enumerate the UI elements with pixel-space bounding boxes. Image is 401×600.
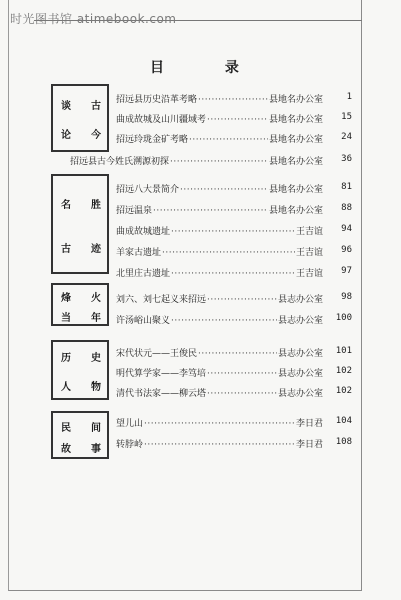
- dot-leader: [207, 115, 268, 125]
- toc-entry: 北里庄古遗址 ····· 王吉谊: [116, 266, 323, 279]
- category-label-bottom: 当 年: [61, 313, 101, 324]
- category-box-2: [51, 174, 109, 274]
- dot-leader: [153, 206, 268, 216]
- category-box-5: [51, 411, 109, 459]
- toc-entry: 宋代状元——王俊民 ····· 县志办公室: [116, 346, 323, 359]
- toc-entry: 招远温泉 ····· 县地名办公室: [116, 203, 323, 216]
- category-box-3: [51, 283, 109, 326]
- toc-entry: 清代书法家——柳云塔 ····· 县志办公室: [116, 386, 323, 399]
- page-number: 88: [341, 203, 352, 213]
- toc-entry: 招远县古今姓氏溯源初探 ····· 县地名办公室: [70, 154, 323, 167]
- toc-entry: 招远县历史沿革考略 ····· 县地名办公室: [116, 92, 323, 105]
- toc-entry: 招远八大景简介 ····· 县地名办公室: [116, 182, 323, 195]
- category-label-top: 谈 古: [61, 101, 101, 112]
- toc-entry: 转脖岭 ····· 李日君: [116, 437, 323, 450]
- page-number: 102: [335, 366, 352, 376]
- category-label-top: 历 史: [61, 353, 101, 364]
- toc-entry: 曲成故城及山川疆域考 ····· 县地名办公室: [116, 112, 323, 125]
- toc-entry: 刘六、刘七起义来招远 ····· 县志办公室: [116, 292, 323, 305]
- category-label-top: 民 间: [61, 423, 101, 434]
- dot-leader: [207, 369, 277, 379]
- page-number: 104: [335, 416, 352, 426]
- toc-entry: 望儿山 ····· 李日君: [116, 416, 323, 429]
- page-number: 97: [341, 266, 352, 276]
- category-box-4: [51, 340, 109, 400]
- dot-leader: [171, 227, 295, 237]
- page-number: 102: [335, 386, 352, 396]
- toc-entry: 曲成故城遗址 ····· 王吉谊: [116, 224, 323, 237]
- page-number: 81: [341, 182, 352, 192]
- category-label-top: 名 胜: [61, 200, 101, 211]
- page-number: 15: [341, 112, 352, 122]
- toc-entry: 招远玲珑金矿考略 ····· 县地名办公室: [116, 132, 323, 145]
- page-number: 100: [335, 313, 352, 323]
- page-title: 目 录: [150, 60, 267, 76]
- toc-entry: 许汤峪山聚义 ····· 县志办公室: [116, 313, 323, 326]
- page-number: 101: [335, 346, 352, 356]
- toc-entry: 明代算学家——李笃培 ····· 县志办公室: [116, 366, 323, 379]
- dot-leader: [180, 185, 268, 195]
- page-number: 98: [341, 292, 352, 302]
- category-label-top: 烽 火: [61, 293, 101, 304]
- category-label-bottom: 故 事: [61, 444, 101, 455]
- dot-leader: [198, 349, 277, 359]
- category-label-bottom: 人 物: [61, 382, 101, 393]
- dot-leader: [144, 419, 295, 429]
- dot-leader: [144, 440, 295, 450]
- dot-leader: [207, 389, 277, 399]
- page-number: 108: [335, 437, 352, 447]
- dot-leader: [171, 316, 277, 326]
- dot-leader: [170, 157, 268, 167]
- page-number: 96: [341, 245, 352, 255]
- dot-leader: [198, 95, 268, 105]
- dot-leader: [162, 248, 295, 258]
- watermark: 时光图书馆 atimebook.com: [10, 12, 177, 26]
- dot-leader: [207, 295, 277, 305]
- page-number: 24: [341, 132, 352, 142]
- dot-leader: [171, 269, 295, 279]
- page-number: 1: [346, 92, 352, 102]
- page-number: 94: [341, 224, 352, 234]
- category-label-bottom: 古 迹: [61, 244, 101, 255]
- category-box-1: [51, 84, 109, 152]
- page-number: 36: [341, 154, 352, 164]
- toc-entry: 羊家古遗址 ····· 王吉谊: [116, 245, 323, 258]
- dot-leader: [189, 135, 268, 145]
- category-label-bottom: 论 今: [61, 130, 101, 141]
